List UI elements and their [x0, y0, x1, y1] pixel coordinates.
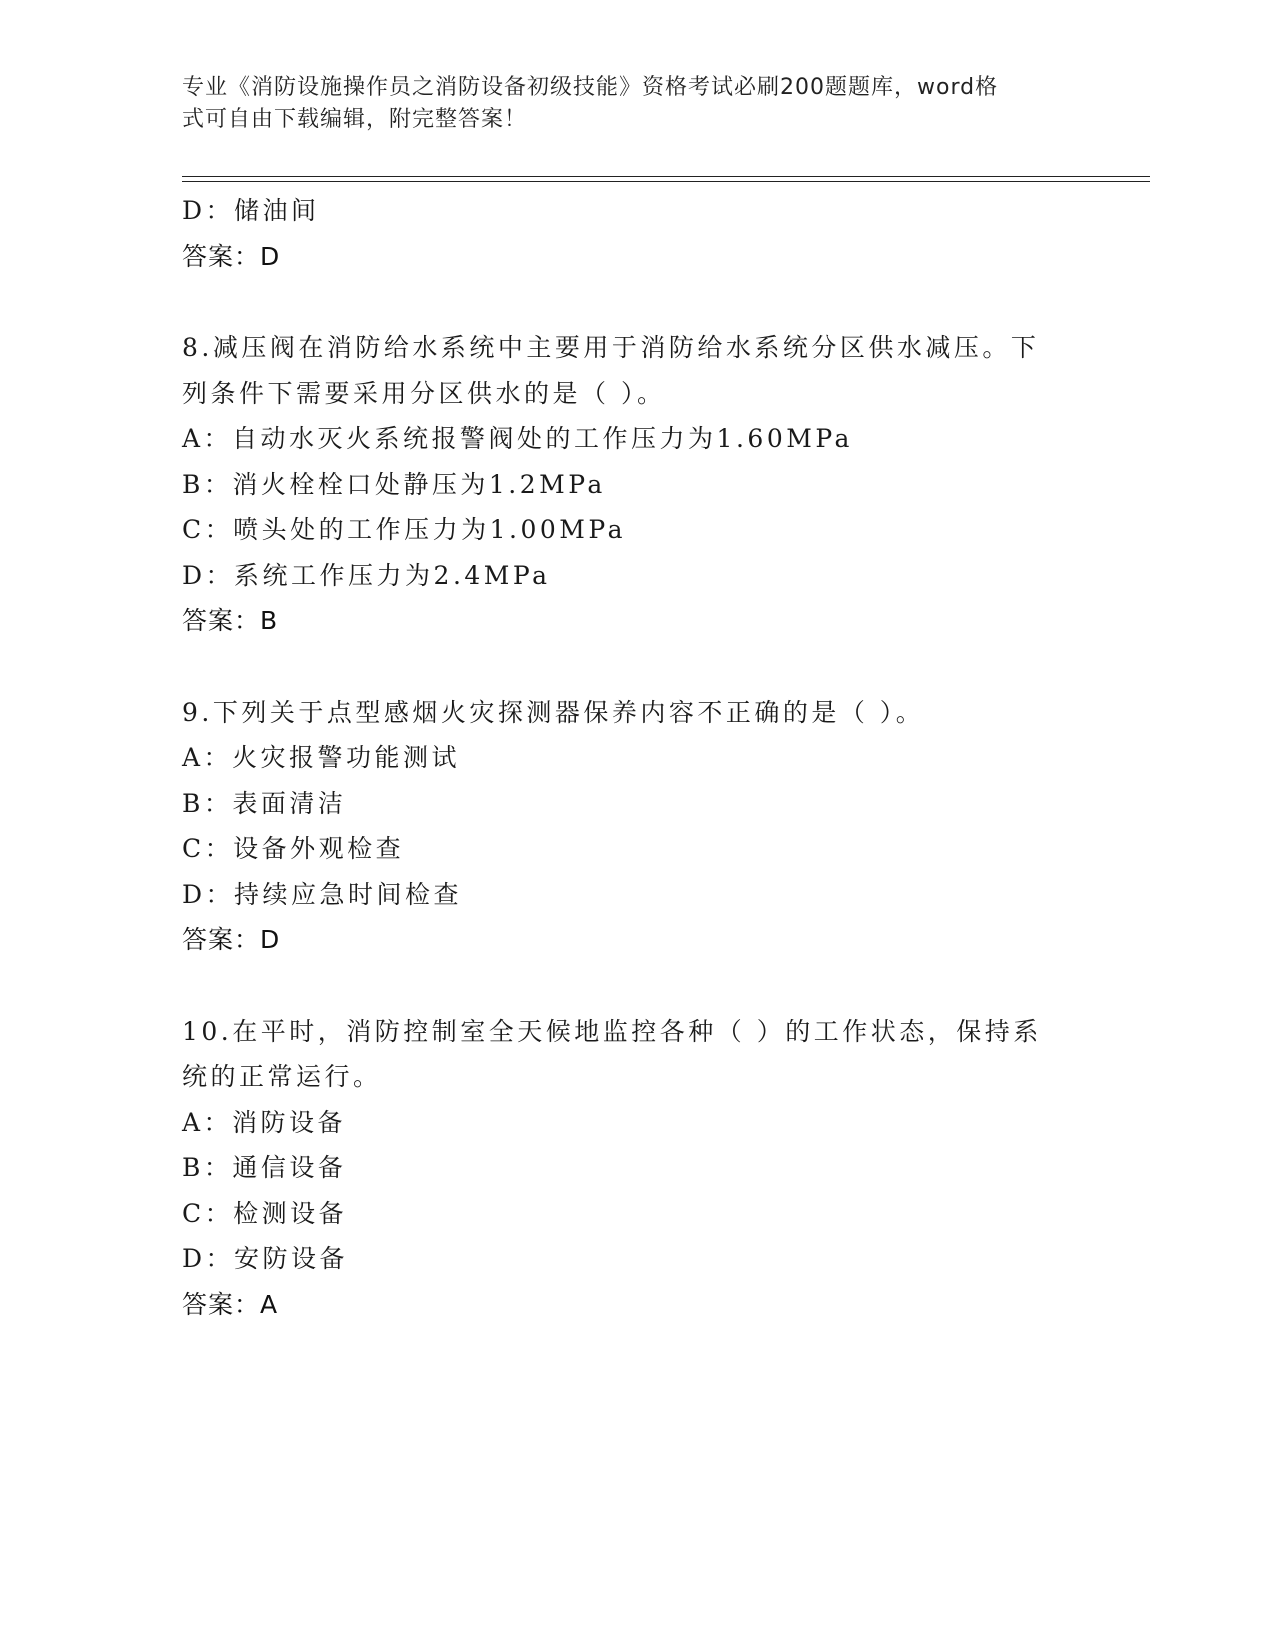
question-10 [182, 1009, 1082, 1328]
document-header [182, 72, 1062, 136]
header-divider [182, 176, 1150, 177]
option-d: D：持续应急时间检查 [182, 879, 463, 909]
option-b: B：消火栓栓口处静压为1.2MPa [182, 469, 606, 499]
answer-line: 答案：A [182, 1289, 279, 1319]
question-stem: 10.在平时，消防控制室全天候地监控各种（ ）的工作状态，保持系 [182, 1016, 1042, 1046]
option-c: C：喷头处的工作压力为1.00MPa [182, 515, 626, 544]
option-a: A：火灾报警功能测试 [182, 743, 461, 772]
question-9 [182, 690, 1082, 963]
question-list [182, 188, 1082, 1327]
option-a: A：自动水灭火系统报警阀处的工作压力为1.60MPa [182, 424, 853, 453]
header-line: 式可自由下载编辑，附完整答案！ [182, 107, 528, 132]
answer-line: 答案：D [182, 925, 281, 954]
question-stem: 列条件下需要采用分区供水的是（ ）。 [182, 378, 666, 408]
question-stem: 统的正常运行。 [182, 1062, 382, 1091]
answer-line: 答案：B [182, 606, 279, 635]
answer-line: 答案：D [182, 241, 281, 271]
question-stem: 8.减压阀在消防给水系统中主要用于消防给水系统分区供水减压。下 [182, 333, 1040, 362]
option-c: C：检测设备 [182, 1198, 348, 1228]
option-d: D：储油间 [182, 196, 320, 225]
option-a: A：消防设备 [182, 1107, 347, 1137]
option-b: B：通信设备 [182, 1153, 347, 1182]
header-line: 专业《消防设施操作员之消防设备初级技能》资格考试必刷200题题库，word格 [182, 75, 999, 100]
option-b: B：表面清洁 [182, 788, 347, 818]
question-8 [182, 325, 1082, 644]
header-divider [182, 181, 1150, 182]
option-d: D：安防设备 [182, 1244, 349, 1273]
question-block-prev [182, 188, 1082, 279]
question-stem: 9.下列关于点型感烟火灾探测器保养内容不正确的是（ ）。 [182, 697, 925, 727]
option-d: D：系统工作压力为2.4MPa [182, 560, 551, 590]
option-c: C：设备外观检查 [182, 834, 405, 863]
